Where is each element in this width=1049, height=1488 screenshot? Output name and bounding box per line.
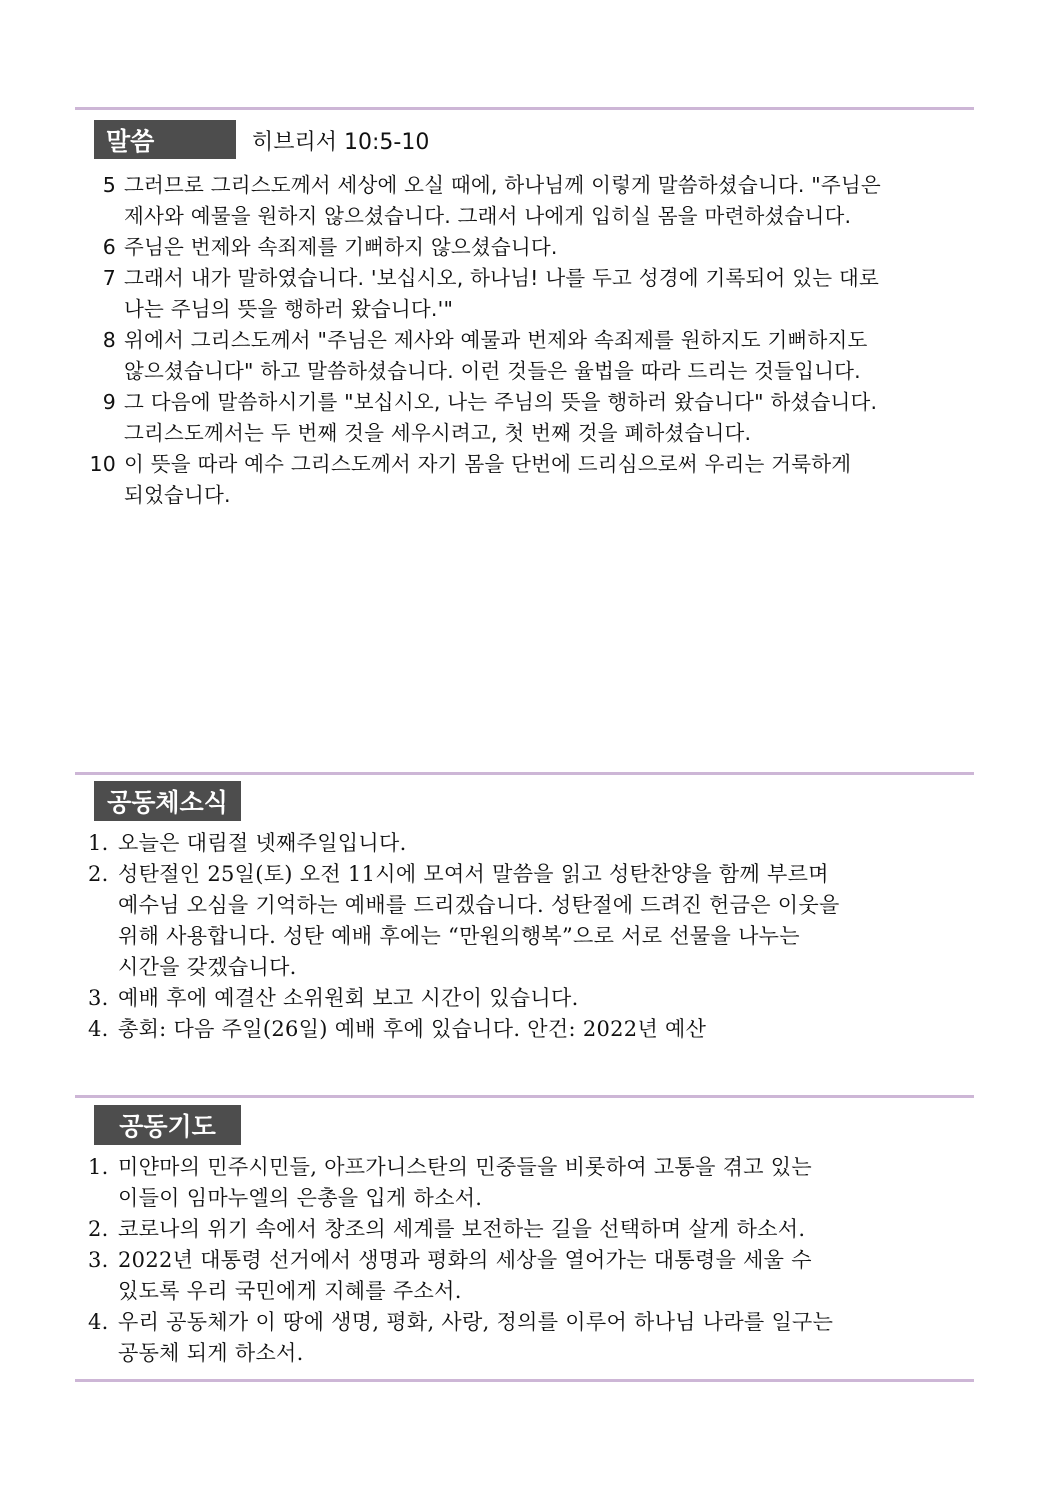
list-item: [88, 828, 958, 859]
list-item: [88, 859, 958, 983]
verse-number: 10: [89, 452, 116, 476]
list-item: [88, 1152, 958, 1214]
list-number: 3.: [88, 1248, 109, 1272]
verse: [84, 170, 964, 232]
verse-number: 6: [102, 235, 116, 259]
list-text: 코로나의 위기 속에서 창조의 세계를 보전하는 길을 선택하며 살게 하소서.: [118, 1217, 806, 1241]
verse-text: 이 뜻을 따라 예수 그리스도께서 자기 몸을 단번에 드리심으로써 우리는 거룩하게 되었습니다.: [124, 452, 852, 507]
scripture-reference: 히브리서 10:5-10: [252, 130, 430, 155]
verse-number: 5: [102, 173, 116, 197]
section-divider-top: [75, 107, 974, 110]
verse-text: 그래서 내가 말하였습니다. '보십시오, 하나님! 나를 두고 성경에 기록되어 있는 대로 나는 주님의 뜻을 행하러 왔습니다.'": [124, 266, 879, 321]
verse-number: 7: [102, 266, 116, 290]
section-divider: [75, 772, 974, 775]
list-text: 예배 후에 예결산 소위원회 보고 시간이 있습니다.: [118, 986, 579, 1010]
list-item: [88, 1245, 958, 1307]
verse: [84, 232, 964, 263]
verse-number: 9: [102, 390, 116, 414]
verse: [84, 449, 964, 511]
list-text: 미얀마의 민주시민들, 아프가니스탄의 민중들을 비롯하여 고통을 겪고 있는 이들이 임마누엘의 은총을 입게 하소서.: [118, 1155, 812, 1210]
list-number: 3.: [88, 986, 109, 1010]
list-item: [88, 1307, 958, 1369]
verse: [84, 387, 964, 449]
list-text: 오늘은 대림절 넷째주일입니다.: [118, 831, 407, 855]
verse-number: 8: [102, 328, 116, 352]
list-number: 1.: [88, 831, 109, 855]
prayer-list: [88, 1152, 958, 1369]
verse: [84, 325, 964, 387]
list-number: 4.: [88, 1310, 109, 1334]
list-text: 성탄절인 25일(토) 오전 11시에 모여서 말씀을 읽고 성탄찬양을 함께 부르며 예수님 오심을 기억하는 예배를 드리겠습니다. 성탄절에 드려진 헌금은 이웃을 위해 사용합니다. 성탄 예배 후에는 “만원의행복”으로 서로 선물을 나누는 시간을 갖겠습니다.: [118, 862, 840, 979]
list-number: 2.: [88, 862, 109, 886]
prayer-section-tag: 공동기도: [94, 1105, 241, 1145]
verse-text: 주님은 번제와 속죄제를 기뻐하지 않으셨습니다.: [124, 235, 558, 259]
list-item: [88, 1214, 958, 1245]
list-number: 1.: [88, 1155, 109, 1179]
section-divider-bottom: [75, 1379, 974, 1382]
verse-text: 그러므로 그리스도께서 세상에 오실 때에, 하나님께 이렇게 말씀하셨습니다. "주님은 제사와 예물을 원하지 않으셨습니다. 그래서 나에게 입히실 몸을 마련하셨습니다.: [124, 173, 881, 228]
sermon-section-tag: 말씀: [94, 120, 236, 159]
verse-text: 위에서 그리스도께서 "주님은 제사와 예물과 번제와 속죄제를 원하지도 기뻐하지도 않으셨습니다" 하고 말씀하셨습니다. 이런 것들은 율법을 따라 드리는 것들입니다.: [124, 328, 868, 383]
verse: [84, 263, 964, 325]
news-list: [88, 828, 958, 1045]
list-text: 2022년 대통령 선거에서 생명과 평화의 세상을 열어가는 대통령을 세울 수 있도록 우리 국민에게 지혜를 주소서.: [118, 1248, 812, 1303]
list-text: 총회: 다음 주일(26일) 예배 후에 있습니다. 안건: 2022년 예산: [118, 1017, 707, 1041]
list-item: [88, 1014, 958, 1045]
list-item: [88, 983, 958, 1014]
list-text: 우리 공동체가 이 땅에 생명, 평화, 사랑, 정의를 이루어 하나님 나라를 일구는 공동체 되게 하소서.: [118, 1310, 834, 1365]
verse-list: [84, 170, 964, 511]
news-section-tag: 공동체소식: [94, 781, 241, 821]
section-divider: [75, 1095, 974, 1098]
list-number: 4.: [88, 1017, 109, 1041]
verse-text: 그 다음에 말씀하시기를 "보십시오, 나는 주님의 뜻을 행하러 왔습니다" 하셨습니다. 그리스도께서는 두 번째 것을 세우시려고, 첫 번째 것을 폐하셨습니다.: [124, 390, 878, 445]
list-number: 2.: [88, 1217, 109, 1241]
